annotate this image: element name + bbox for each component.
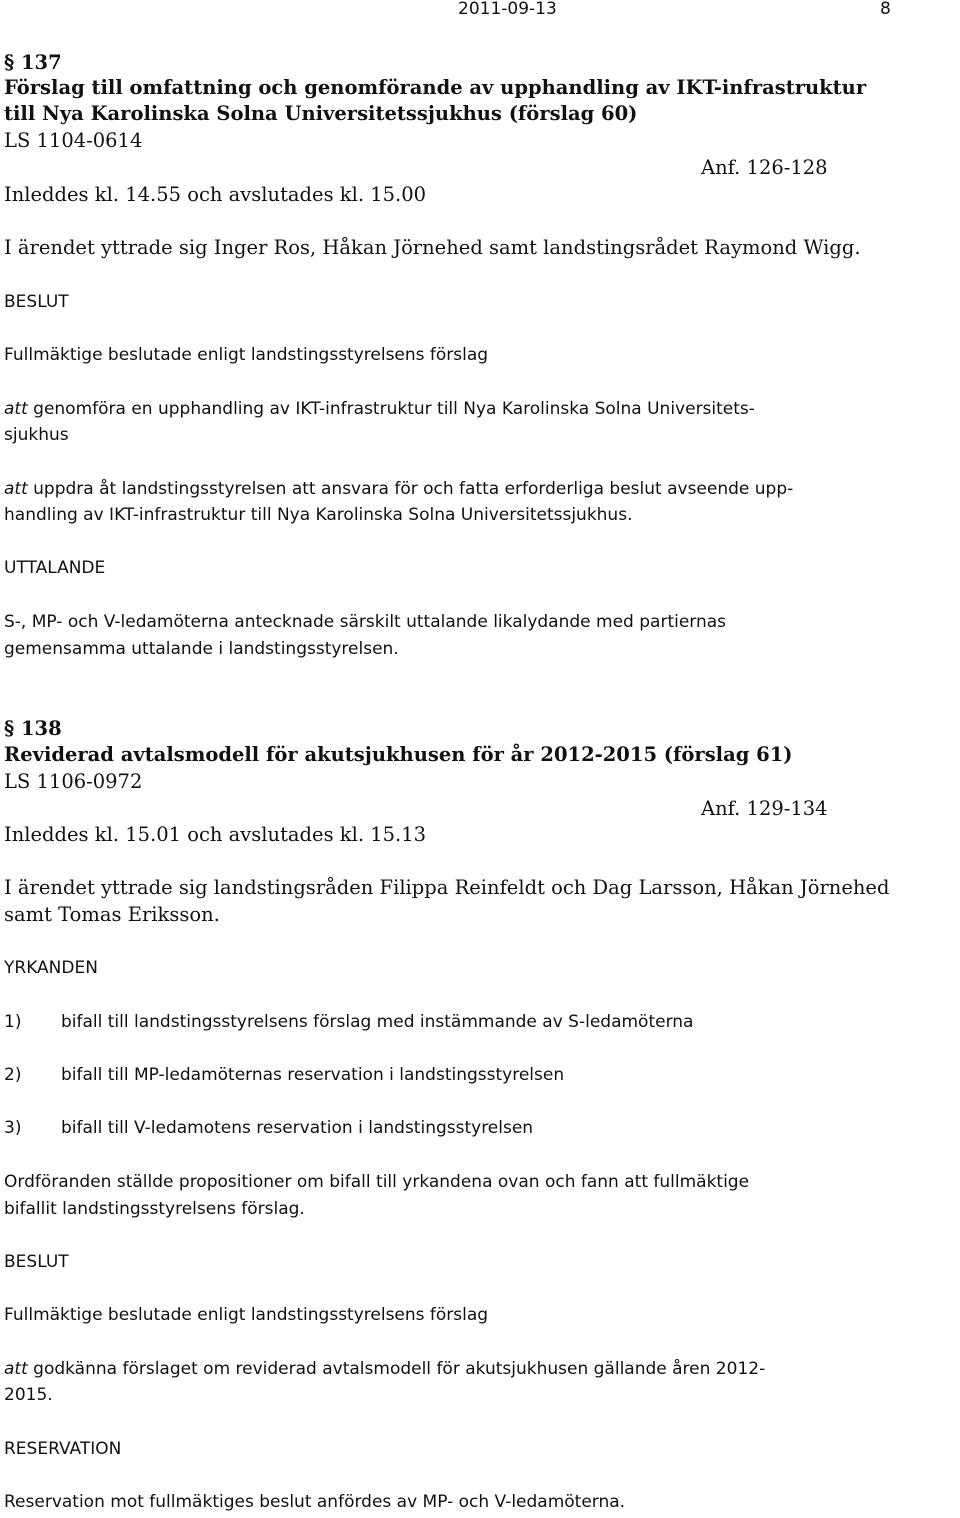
section-title-137-line1: Förslag till omfattning och genomförande av upphandling av IKT-infrastruktur [4, 76, 867, 99]
att-word: att [4, 1359, 28, 1379]
att-word: att [4, 479, 28, 499]
yrkande-number: 3) [4, 1118, 22, 1138]
section-title-138: Reviderad avtalsmodell för akutsjukhusen för år 2012-2015 (förslag 61) [4, 743, 793, 766]
time-138: Inleddes kl. 15.01 och avslutades kl. 15.13 [4, 823, 427, 846]
att-clause-1-text: genomföra en upphandling av IKT-infrastruktur till Nya Karolinska Solna Universitets- [27, 399, 755, 419]
yrkande-number: 2) [4, 1065, 22, 1085]
uttalande-heading: UTTALANDE [4, 558, 106, 578]
section-number-137: § 137 [4, 51, 62, 74]
beslut-intro-138: Fullmäktige beslutade enligt landstingsstyrelsens förslag [4, 1305, 489, 1325]
yrkande-item [4, 1062, 564, 1088]
att-clause-2-text: uppdra åt landstingsstyrelsen att ansvara för och fatta erforderliga beslut avseende upp- [27, 479, 794, 499]
att-clause-138-line1 [4, 1356, 765, 1382]
time-137: Inleddes kl. 14.55 och avslutades kl. 15.00 [4, 183, 427, 206]
ls-number-138: LS 1106-0972 [4, 770, 143, 793]
att-clause-138-line2: 2015. [4, 1385, 53, 1405]
yrkande-number: 1) [4, 1012, 22, 1032]
page-number: 8 [880, 0, 891, 19]
speakers-138-line2: samt Tomas Eriksson. [4, 903, 220, 926]
reservation-heading: RESERVATION [4, 1439, 122, 1459]
proposition-line2: bifallit landstingsstyrelsens förslag. [4, 1199, 305, 1219]
anf-138: Anf. 129-134 [701, 797, 828, 820]
att-clause-2-line2: handling av IKT-infrastruktur till Nya Karolinska Solna Universitetssjukhus. [4, 505, 633, 525]
beslut-heading-138: BESLUT [4, 1252, 69, 1272]
uttalande-line1: S-, MP- och V-ledamöterna antecknade särskilt uttalande likalydande med partiernas [4, 612, 727, 632]
section-title-137-line2: till Nya Karolinska Solna Universitetssjukhus (förslag 60) [4, 102, 638, 125]
beslut-heading-137: BESLUT [4, 292, 69, 312]
yrkande-item [4, 1115, 533, 1141]
speakers-138-line1: I ärendet yttrade sig landstingsråden Filippa Reinfeldt och Dag Larsson, Håkan Jörnehed [4, 876, 890, 899]
yrkande-text: bifall till MP-ledamöternas reservation i landstingsstyrelsen [61, 1065, 565, 1085]
yrkande-text: bifall till V-ledamotens reservation i landstingsstyrelsen [61, 1118, 534, 1138]
speakers-137: I ärendet yttrade sig Inger Ros, Håkan Jörnehed samt landstingsrådet Raymond Wigg. [4, 236, 861, 259]
header-date: 2011-09-13 [458, 0, 557, 19]
att-clause-1-line2: sjukhus [4, 425, 69, 445]
att-clause-1-line1 [4, 396, 755, 422]
att-clause-2-line1 [4, 476, 793, 502]
yrkanden-heading: YRKANDEN [4, 958, 98, 978]
reservation-text: Reservation mot fullmäktiges beslut anfördes av MP- och V-ledamöterna. [4, 1492, 626, 1512]
yrkande-item [4, 1009, 693, 1035]
uttalande-line2: gemensamma uttalande i landstingsstyrelsen. [4, 639, 399, 659]
att-clause-138-text: godkänna förslaget om reviderad avtalsmodell för akutsjukhusen gällande åren 2012- [27, 1359, 766, 1379]
proposition-line1: Ordföranden ställde propositioner om bifall till yrkandena ovan och fann att fullmäktige [4, 1172, 750, 1192]
yrkande-text: bifall till landstingsstyrelsens förslag med instämmande av S-ledamöterna [61, 1012, 694, 1032]
ls-number-137: LS 1104-0614 [4, 129, 143, 152]
anf-137: Anf. 126-128 [701, 156, 828, 179]
att-word: att [4, 399, 28, 419]
beslut-intro-137: Fullmäktige beslutade enligt landstingsstyrelsens förslag [4, 345, 489, 365]
section-number-138: § 138 [4, 717, 62, 740]
